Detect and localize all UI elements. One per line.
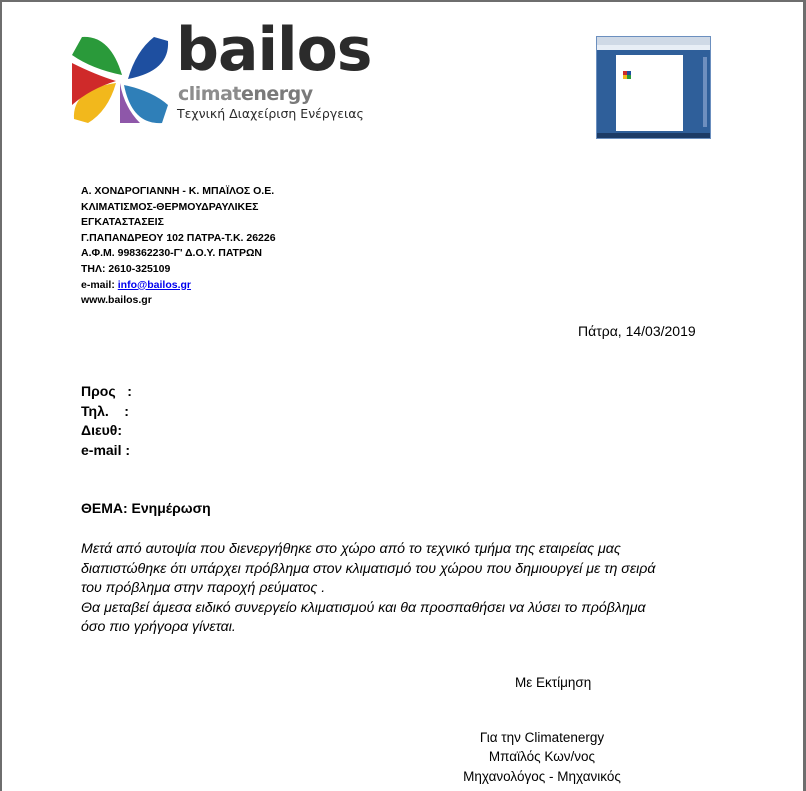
thumbnail-toolbar bbox=[597, 45, 710, 50]
field-to: Προς : bbox=[81, 383, 132, 399]
body-line: Θα μεταβεί άμεσα ειδικό συνεργείο κλιματισμού και θα προσπαθήσει να λύσει το πρόβλημα bbox=[81, 599, 646, 616]
brand-subtitle-light: climat bbox=[178, 83, 241, 105]
signature-name: Μπαϊλός Κων/νος bbox=[488, 749, 596, 765]
email-label: e-mail: bbox=[81, 278, 118, 291]
company-website: www.bailos.gr bbox=[81, 294, 152, 307]
body-line: όσο πιο γρήγορα γίνεται. bbox=[81, 619, 236, 636]
body-line: του πρόβλημα στην παροχή ρεύματος . bbox=[81, 580, 326, 597]
email-link[interactable]: info@bailos.gr bbox=[117, 278, 192, 291]
field-tel: Τηλ. : bbox=[81, 402, 129, 419]
document-screenshot-thumbnail bbox=[596, 36, 711, 139]
field-email: e-mail : bbox=[81, 441, 131, 458]
brand-subtitle bbox=[178, 85, 313, 104]
brand-subtitle-bold: energy bbox=[241, 83, 313, 105]
thumbnail-taskbar bbox=[597, 133, 710, 138]
letter-body bbox=[81, 540, 655, 638]
brand-tagline: Τεχνική Διαχείριση Ενέργειας bbox=[177, 106, 364, 121]
brand-name: bailos bbox=[176, 15, 372, 85]
body-line: διαπιστώθηκε ότι υπάρχει πρόβλημα στον κλιματισμό του χώρου που δημιουργεί με τη σειρά bbox=[81, 560, 656, 577]
field-address: Διευθ: bbox=[81, 422, 122, 438]
company-name: Α. ΧΟΝΔΡΟΓΙΑΝΝΗ - Κ. ΜΠΑΪΛΟΣ Ο.Ε. bbox=[81, 185, 275, 197]
letter-subject: ΘΕΜΑ: Ενημέρωση bbox=[81, 500, 211, 516]
company-activity-2: ΕΓΚΑΤΑΣΤΑΣΕΙΣ bbox=[81, 216, 164, 229]
thumbnail-scrollbar bbox=[703, 57, 707, 127]
recipient-fields bbox=[81, 382, 132, 460]
thumbnail-logo-icon bbox=[623, 71, 631, 79]
body-line: Μετά από αυτοψία που διενεργήθηκε στο χώρο από το τεχνικό τμήμα της εταιρείας μας bbox=[81, 541, 621, 557]
signature-title: Μηχανολόγος - Μηχανικός bbox=[463, 768, 621, 784]
signature-org: Για την Climatenergy bbox=[479, 730, 605, 745]
letter-page bbox=[2, 2, 803, 791]
company-activity: ΚΛΙΜΑΤΙΣΜΟΣ-ΘΕΡΜΟΥΔΡΑΥΛΙΚΕΣ bbox=[81, 200, 259, 213]
signature-block bbox=[462, 728, 622, 786]
company-phone: ΤΗΛ: 2610-325109 bbox=[81, 262, 171, 275]
thumbnail-document bbox=[616, 55, 683, 131]
company-address: Γ.ΠΑΠΑΝΔΡΕΟΥ 102 ΠΑΤΡΑ-Τ.Κ. 26226 bbox=[81, 231, 276, 244]
letter-date: Πάτρα, 14/03/2019 bbox=[578, 323, 696, 339]
thumbnail-ribbon bbox=[597, 37, 710, 45]
bailos-logo-mark bbox=[70, 35, 170, 125]
company-tax-id: Α.Φ.Μ. 998362230-Γ' Δ.Ο.Υ. ΠΑΤΡΩΝ bbox=[81, 247, 262, 260]
company-info bbox=[81, 184, 276, 309]
company-email-row bbox=[81, 278, 276, 294]
letter-closing: Με Εκτίμηση bbox=[515, 675, 592, 690]
